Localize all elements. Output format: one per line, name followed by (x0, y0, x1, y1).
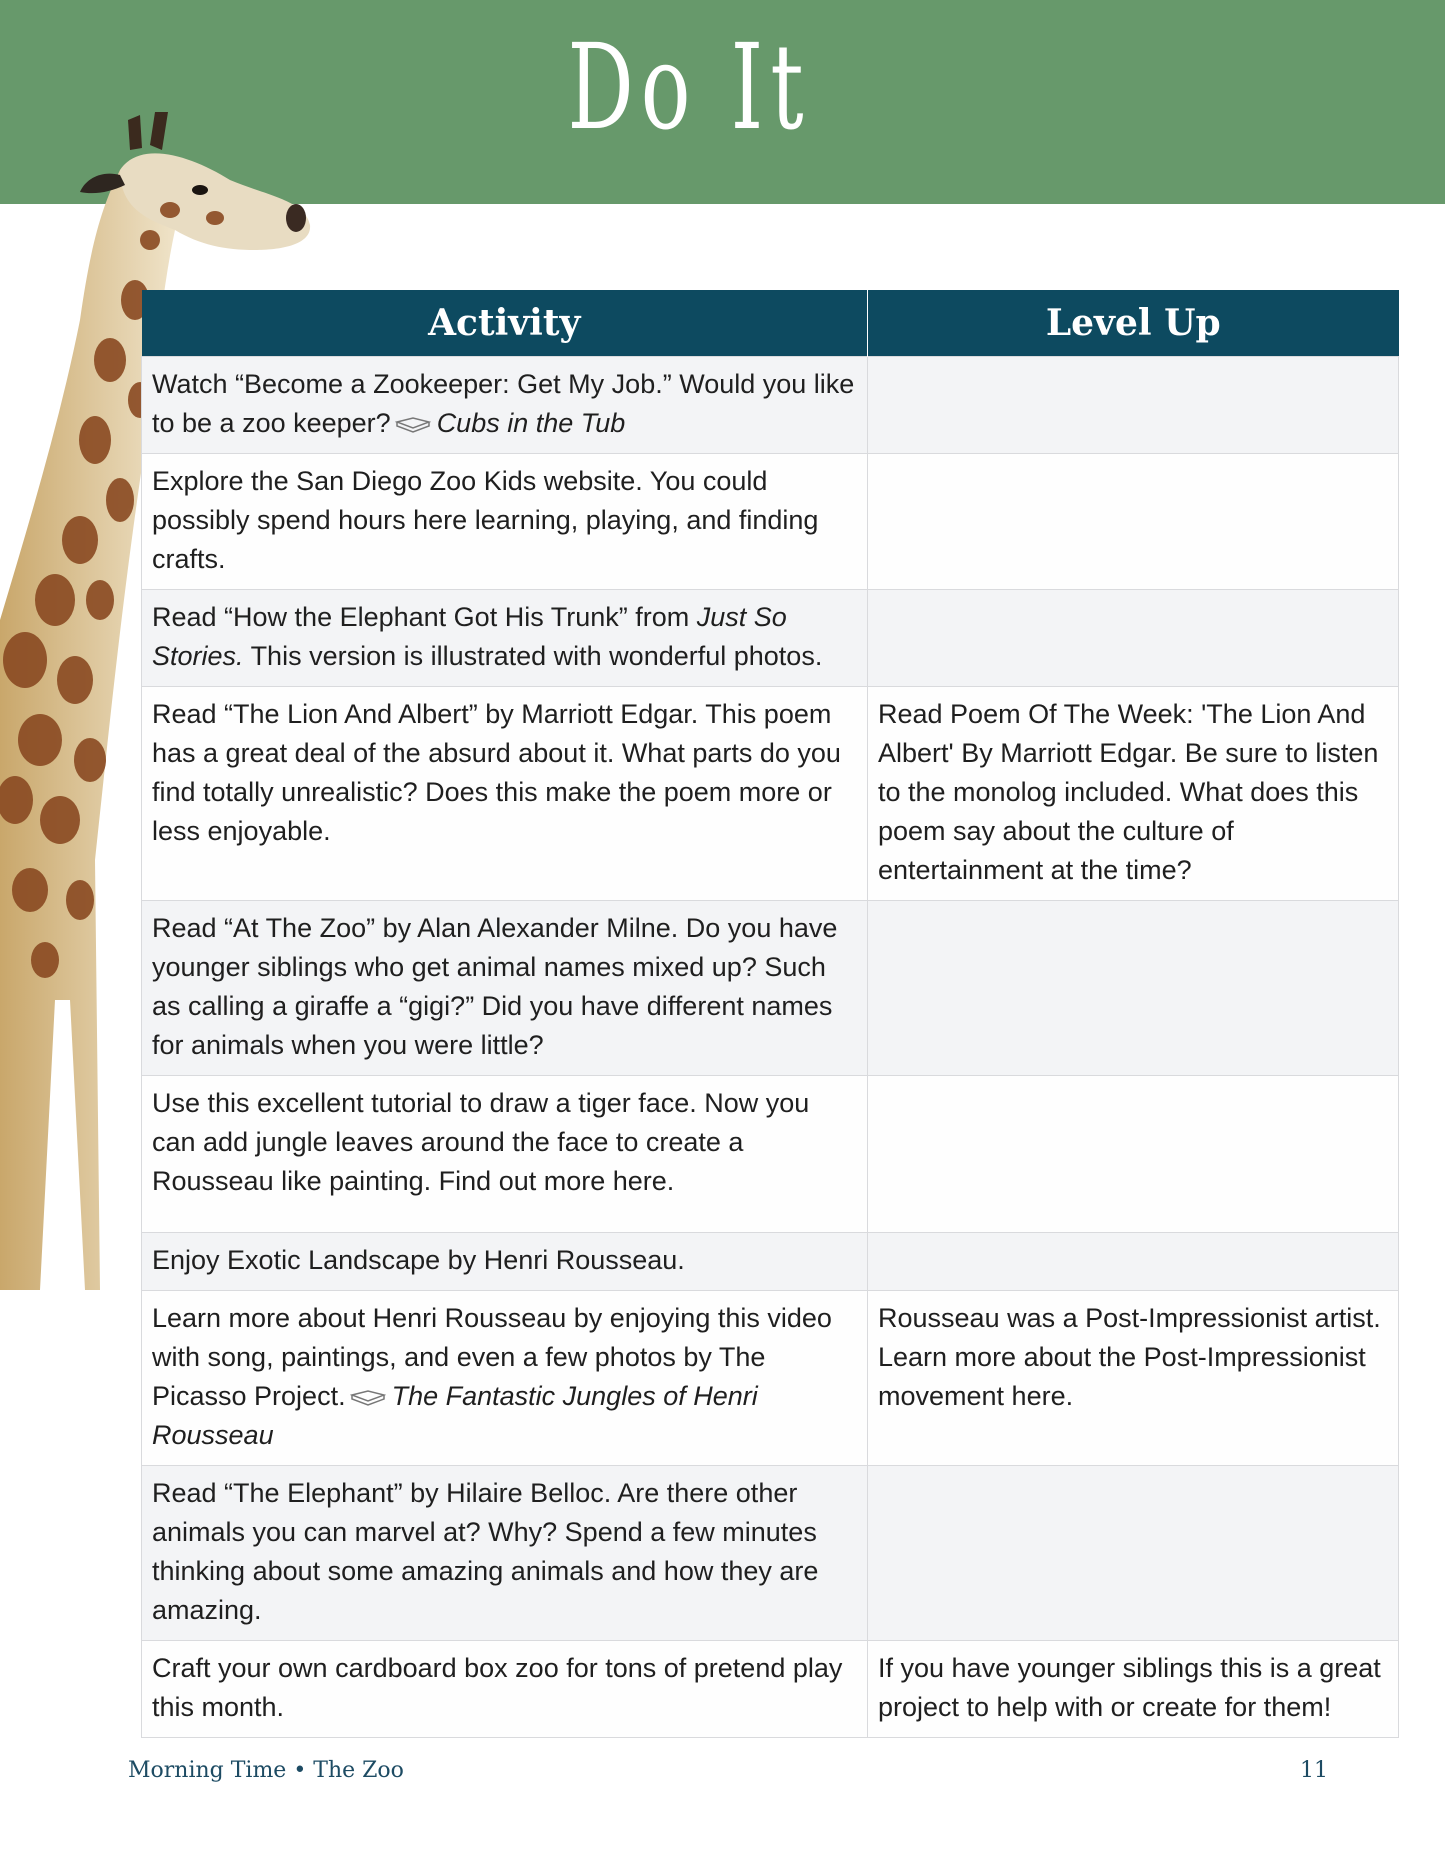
activity-cell: Use this excellent tutorial to draw a tiger face. Now you can add jungle leaves around the face to create a Rousseau like painting. Find out more here. (142, 1076, 868, 1233)
activity-cell (142, 590, 868, 687)
level-up-cell (868, 1076, 1399, 1233)
table-row (142, 687, 1399, 901)
activity-cell: Read “At The Zoo” by Alan Alexander Milne. Do you have younger siblings who get animal names mixed up? Such as calling a giraffe a “gigi?” Did you have different names for animals when you were little? (142, 901, 868, 1076)
activity-cell: Enjoy Exotic Landscape by Henri Rousseau. (142, 1233, 868, 1291)
header-level-up: Level Up (868, 290, 1399, 357)
table-row (142, 1291, 1399, 1466)
level-up-cell (868, 1233, 1399, 1291)
activity-table (141, 290, 1398, 1738)
table-row (142, 901, 1399, 1076)
table-header-row (142, 290, 1399, 357)
activity-cell: Explore the San Diego Zoo Kids website. You could possibly spend hours here learning, playing, and finding crafts. (142, 454, 868, 590)
level-up-cell (868, 1466, 1399, 1641)
level-up-cell (868, 901, 1399, 1076)
book-title: Just So Stories. (152, 602, 787, 671)
table-row (142, 590, 1399, 687)
activity-cell: Read “The Lion And Albert” by Marriott Edgar. This poem has a great deal of the absurd about it. What parts do you find totally unrealistic? Does this make the poem more or less enjoyable. (142, 687, 868, 901)
level-up-cell (868, 357, 1399, 454)
book-title: The Fantastic Jungles of Henri Rousseau (152, 1381, 758, 1450)
level-up-cell: If you have younger siblings this is a great project to help with or create for them! (868, 1641, 1399, 1738)
table-row (142, 1466, 1399, 1641)
book-icon (395, 416, 431, 434)
book-title: Cubs in the Tub (436, 408, 626, 438)
level-up-cell (868, 454, 1399, 590)
table-row (142, 454, 1399, 590)
header-activity: Activity (142, 290, 868, 357)
activity-cell: Craft your own cardboard box zoo for tons of pretend play this month. (142, 1641, 868, 1738)
page-number: 11 (1300, 1758, 1328, 1783)
level-up-cell: Rousseau was a Post-Impressionist artist. Learn more about the Post-Impressionist movement here. (868, 1291, 1399, 1466)
activity-cell (142, 1291, 868, 1466)
table-row (142, 1233, 1399, 1291)
page-title: Do It (567, 18, 811, 156)
activity-text: Watch “Become a Zookeeper: Get My Job.” Would you like to be a zoo keeper? (152, 369, 855, 438)
activity-cell (142, 357, 868, 454)
activity-text: Read “How the Elephant Got His Trunk” from (152, 602, 690, 632)
activity-text: This version is illustrated with wonderful photos. (250, 641, 823, 671)
level-up-cell: Read Poem Of The Week: 'The Lion And Albert' By Marriott Edgar. Be sure to listen to the monolog included. What does this poem say about the culture of entertainment at the time? (868, 687, 1399, 901)
activity-text: Learn more about Henri Rousseau by enjoying this video with song, paintings, and even a few photos by The Picasso Project. (152, 1303, 832, 1411)
table-row (142, 357, 1399, 454)
book-icon (350, 1389, 386, 1407)
table-row (142, 1076, 1399, 1233)
table-row (142, 1641, 1399, 1738)
level-up-cell (868, 590, 1399, 687)
activity-cell: Read “The Elephant” by Hilaire Belloc. Are there other animals you can marvel at? Why? Spend a few minutes thinking about some amazing animals and how they are amazing. (142, 1466, 868, 1641)
footer-title: Morning Time • The Zoo (128, 1758, 404, 1783)
